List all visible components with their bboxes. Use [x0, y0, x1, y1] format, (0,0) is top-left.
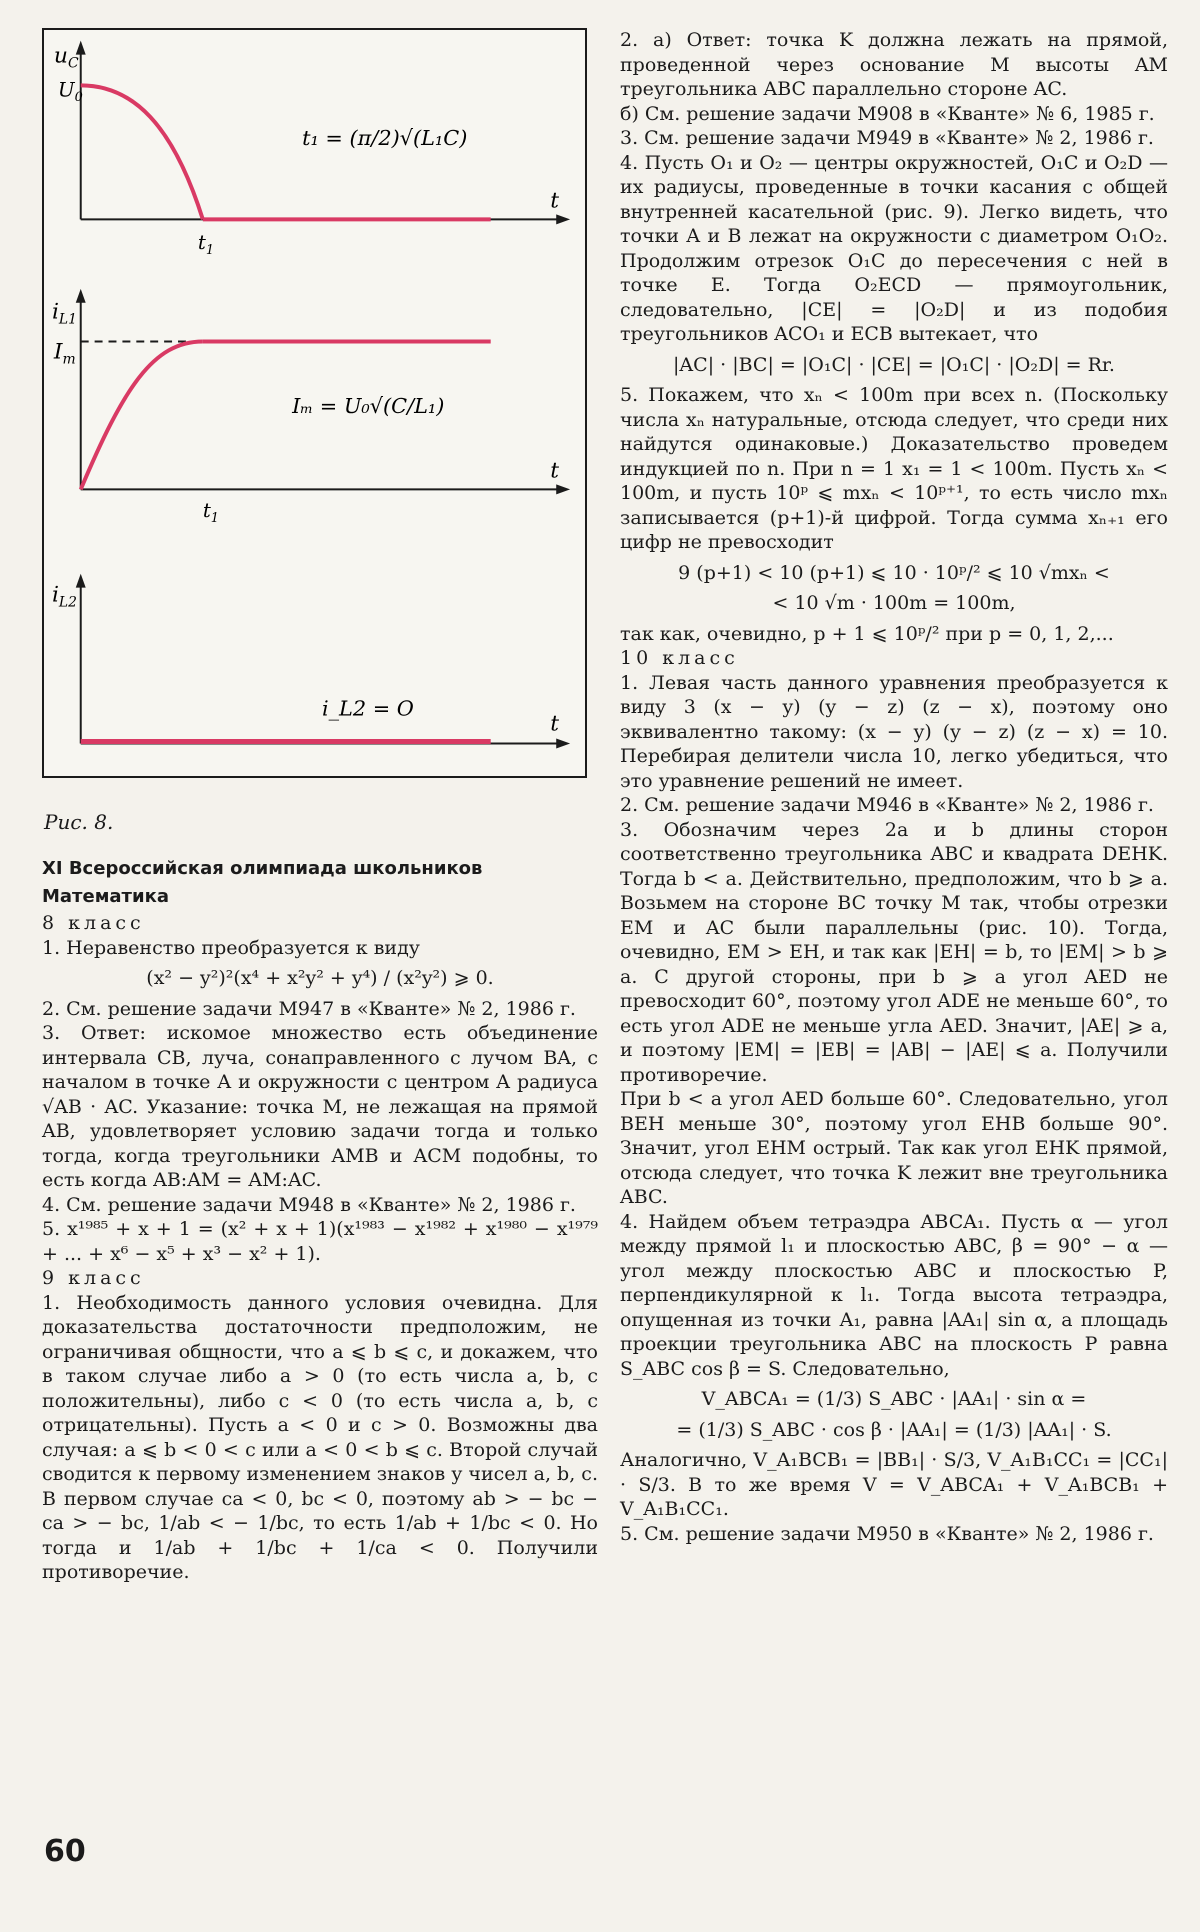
y-arrow — [76, 289, 86, 303]
y-axis-label: $i_{L1}$ — [51, 299, 77, 328]
t1-label: $t_1$ — [202, 499, 220, 527]
grade9-problem1: 1. Необходимость данного условия очевидна. Для доказательства достаточности предположим, не ограничивая общности, что a ⩽ b ⩽ c, и докажем, что в таком случае либо a > 0 (то есть числа a, b, c положительны), либо c < 0 (то есть числа a, b, c отрицательны). Пусть a < 0 и c > 0. Возможны два случая: a ⩽ b < 0 < c или a < 0 < b ⩽ c. Второй случай сводится к первому изменением знаков у чисел a, b, c. В первом случае ca < 0, bc < 0, поэтому ab > − bc − ca > − bc, 1/ab < − 1/bc, то есть 1/ab + 1/bc < 0. Но тогда и 1/ab + 1/bc + 1/ca < 0. Получили противоречие. — [42, 1291, 598, 1583]
grade9-problem4-formula: |AC| · |BC| = |O₁C| · |CE| = |O₁C| · |O₂D| = Rr. — [673, 353, 1115, 376]
grade10-problem2: 2. См. решение задачи М946 в «Кванте» № 2, 1986 г. — [620, 794, 1154, 816]
grade9-problem5-formula1: 9 (p+1) < 10 (p+1) ⩽ 10 · 10ᵖ/² ⩽ 10 √mxₙ < — [678, 561, 1110, 584]
grade9-problem5-formula2: < 10 √m · 100m = 100m, — [772, 592, 1016, 614]
grade9-problem5-end: так как, очевидно, p + 1 ⩽ 10ᵖ/² при p = 0, 1, 2,... — [620, 622, 1114, 645]
grade8-problem3: 3. Ответ: искомое множество есть объединение интервала CB, луча, сонаправленного с лучом BA, с началом в точке A и окружности с центром A радиуса √AB · AC. Указание: точка M, не лежащая на прямой AB, удовлетворяет условию задачи тогда и только тогда, когда треугольники AMB и ACM подобны, то есть когда AB:AM = AM:AC. — [42, 1022, 598, 1191]
grade10-problem4-end: Аналогично, V_A₁BCB₁ = |BB₁| · S/3, V_A₁B₁CC₁ = |CC₁| · S/3. В то же время V = V_ABCA₁ + V_A₁BCB₁ + V_A₁B₁CC₁. — [620, 1449, 1168, 1520]
panel-uc — [54, 41, 570, 258]
grade9-problem3: 3. См. решение задачи М949 в «Кванте» № 2, 1986 г. — [620, 127, 1154, 149]
grade8-problem5: 5. x¹⁹⁸⁵ + x + 1 = (x² + x + 1)(x¹⁹⁸³ − x¹⁹⁸² + x¹⁹⁸⁰ − x¹⁹⁷⁹ + ... + x⁶ − x⁵ + x³ − x² + 1). — [42, 1218, 598, 1265]
x-arrow — [556, 739, 570, 749]
uc-curve — [81, 85, 203, 219]
grade-9-heading: 9 класс — [42, 1267, 145, 1289]
grade8-problem1: 1. Неравенство преобразуется к виду — [42, 936, 420, 959]
grade10-problem4-formula2: = (1/3) S_ABC · cos β · |AA₁| = (1/3) |AA₁| · S. — [676, 1418, 1112, 1441]
figure-caption: Рис. 8. — [44, 810, 114, 834]
y-arrow — [76, 574, 86, 588]
olympiad-heading: XI Всероссийская олимпиада школьников — [42, 858, 483, 879]
t1-label: $t_1$ — [197, 231, 215, 259]
t-label: t — [550, 458, 560, 484]
panel-il1 — [52, 289, 570, 526]
grade10-problem4: 4. Найдем объем тетраэдра ABCA₁. Пусть α — угол между прямой l₁ и плоскостью ABC, β = 90° − α — угол между плоскостью ABC и плоскостью P, перпендикулярной к l₁. Тогда высота тетраэдра, опущенная из точки A₁, равна |AA₁| sin α, а площадь проекции треугольника ABC на плоскость P равна S_ABC cos β = S. Следовательно, — [620, 1210, 1168, 1380]
left-column — [42, 855, 598, 1585]
grade10-problem5: 5. См. решение задачи М950 в «Кванте» № 2, 1986 г. — [620, 1522, 1154, 1545]
grade10-problem4-formula1: V_ABCA₁ = (1/3) S_ABC · |AA₁| · sin α = — [701, 1388, 1087, 1410]
grade10-problem1: 1. Левая часть данного уравнения преобразуется к виду 3 (x − y) (y − z) (z − x), поэтому оно эквивалентно такому: (x − y) (y − z) (z − x) = 10. Перебирая делители числа 10, легко убедиться, что это уравнение решений не имеет. — [620, 671, 1168, 792]
grade8-problem1-formula: (x² − y²)²(x⁴ + x²y² + y⁴) / (x²y²) ⩾ 0. — [146, 967, 494, 989]
y-axis-label: $i_{L2}$ — [51, 582, 77, 611]
subject-heading: Математика — [42, 886, 169, 907]
right-column — [620, 28, 1168, 1546]
circuit-graphs — [44, 30, 585, 776]
grade-8-heading: 8 класс — [42, 912, 145, 934]
grade9-problem4: 4. Пусть O₁ и O₂ — центры окружностей, O₁C и O₂D — их радиусы, проведенные в точки касания с общей внутренней касательной (рис. 9). Легко видеть, что точки A и B лежат на окружности с диаметром O₁O₂. Продолжим отрезок O₁C до пересечения с ней в точке E. Тогда O₂ECD — прямоугольник, следовательно, |CE| = |O₂D| и из подобия треугольников ACO₁ и ECB вытекает, что — [620, 151, 1168, 345]
grade10-problem3b: При b < a угол AED больше 60°. Следовательно, угол BEH меньше 30°, поэтому угол EHB больше 90°. Значит, угол EHM острый. Так как угол EHK прямой, отсюда следует, что точка K лежит вне треугольника ABC. — [620, 1088, 1168, 1208]
il2-formula: i_L2 = O — [321, 696, 414, 721]
y-arrow — [76, 41, 86, 55]
im-label: $I_m$ — [53, 339, 76, 368]
u0-label: $U_0$ — [57, 78, 83, 106]
x-arrow — [556, 214, 570, 224]
grade9-problem2a: 2. а) Ответ: точка K должна лежать на прямой, проведенной через основание M высоты AM треугольника ABC параллельно стороне AC. — [620, 29, 1168, 100]
page-number: 60 — [44, 1834, 86, 1869]
figure-8 — [42, 28, 587, 778]
grade10-problem3: 3. Обозначим через 2a и b длины сторон соответственно треугольника ABC и квадрата DEHK. Тогда b < a. Действительно, предположим, что b ⩾ a. Возьмем на стороне BC точку M так, чтобы отрезки EM и AC были параллельны (рис. 10). Тогда, очевидно, EM > EH, и так как |EH| = b, то |EM| > b ⩾ a. С другой стороны, при b ⩾ a угол AED не превосходит 60°, поэтому угол ADE не меньше 60°, то есть угол ADE не меньше угла AED. Значит, |AE| ⩾ a, и поэтому |EM| = |EB| = |AB| − |AE| ⩽ a. Получили противоречие. — [620, 818, 1168, 1086]
panel-il2 — [52, 574, 570, 749]
grade-10-heading: 10 класс — [620, 647, 739, 669]
grade8-problem2: 2. См. решение задачи М947 в «Кванте» № 2, 1986 г. — [42, 997, 576, 1020]
im-formula: Iₘ = U₀√(C/L₁) — [292, 393, 445, 418]
t1-formula: t₁ = (π/2)√(L₁C) — [302, 125, 468, 150]
grade9-problem2b: б) См. решение задачи М908 в «Кванте» № 6, 1985 г. — [620, 102, 1155, 125]
t-label: t — [550, 711, 560, 737]
y-axis-label: $u_C$ — [53, 43, 79, 72]
grade8-problem4: 4. См. решение задачи М948 в «Кванте» № 2, 1986 г. — [42, 1193, 576, 1216]
x-arrow — [556, 484, 570, 494]
grade9-problem5: 5. Покажем, что xₙ < 100m при всех n. (Поскольку числа xₙ натуральные, отсюда следует, что среди них найдутся одинаковые.) Доказательство проведем индукцией по n. При n = 1 x₁ = 1 < 100m. Пусть xₙ < 100m, и пусть 10ᵖ ⩽ mxₙ < 10ᵖ⁺¹, то есть число mxₙ записывается (p+1)-й цифрой. Тогда сумма xₙ₊₁ его цифр не превосходит — [620, 384, 1168, 553]
il1-curve — [81, 341, 203, 489]
t-label: t — [550, 188, 560, 214]
